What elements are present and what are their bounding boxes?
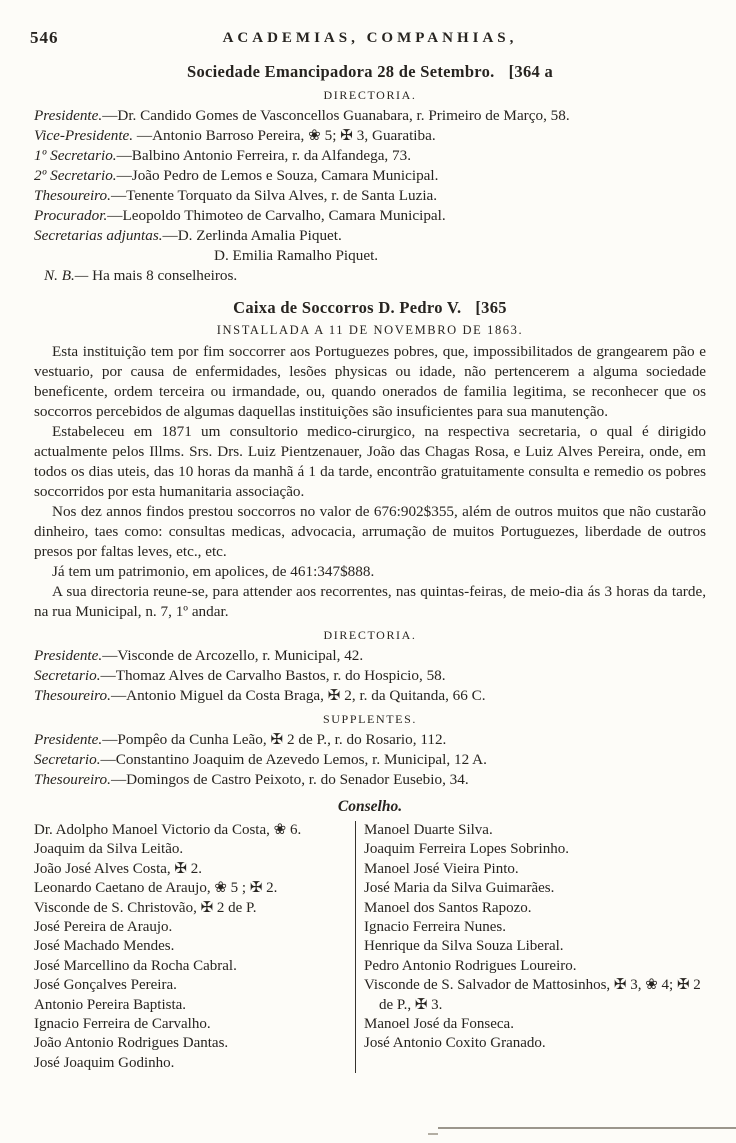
officer-entry <box>34 770 706 790</box>
conselho-member: José Gonçalves Pereira. <box>34 977 177 994</box>
officer-detail: —Dr. Candido Gomes de Vasconcellos Guanabara, r. Primeiro de Março, 58. <box>102 107 570 124</box>
conselho-columns <box>34 821 706 1073</box>
section-title-text: Caixa de Soccorros D. Pedro V. <box>233 298 462 317</box>
officer-role: Procurador. <box>34 207 108 224</box>
officer-entry <box>34 646 706 666</box>
conselho-member: Joaquim Ferreira Lopes Sobrinho. <box>364 841 569 858</box>
officer-entry <box>34 226 706 246</box>
officer-entry <box>34 106 706 126</box>
officer-role: Presidente. <box>34 647 103 664</box>
conselho-member: Henrique da Silva Souza Liberal. <box>364 938 564 955</box>
conselho-member: José Pereira de Araujo. <box>34 919 173 936</box>
conselho-member: José Antonio Coxito Granado. <box>364 1035 546 1052</box>
description-paragraph: Esta instituição tem por fim soccorrer aos Portuguezes pobres, que, impossibilitados de grangearem pão e vestuario, por causa de enfermidades, lesões physicas ou idade, não pertencerem a alguma sociedade beneficente, ordem terceira ou irmandade, ou, quando onerados de familia legitima, se reconhecer que os soccorros percebidos de algumas daquellas instituições são insuficientes para sua manutenção. <box>34 343 706 420</box>
conselho-member: Pedro Antonio Rodrigues Loureiro. <box>364 957 577 974</box>
officer-detail: —Pompêo da Cunha Leão, ✠ 2 de P., r. do Rosario, 112. <box>102 731 447 748</box>
entry-reference-number: [364 a <box>508 62 554 81</box>
officer-detail: —D. Zerlinda Amalia Piquet. <box>162 227 342 244</box>
page-header <box>30 28 706 50</box>
officer-role: Secretario. <box>34 667 101 684</box>
officer-detail: —Tenente Torquato da Silva Alves, r. de Santa Luzia. <box>110 187 438 204</box>
page-number: 546 <box>30 28 59 47</box>
officer-role: Vice-Presidente. <box>34 127 134 144</box>
nota-bene-label: N. B.— <box>44 267 89 284</box>
conselho-member: Leonardo Caetano de Araujo, ❀ 5 ; ✠ 2. <box>34 880 278 897</box>
officer-role: Thesoureiro. <box>34 187 111 204</box>
officer-detail: —João Pedro de Lemos e Souza, Camara Municipal. <box>116 167 439 184</box>
description-paragraph: Estabeleceu em 1871 um consultorio medico-cirurgico, na respectiva secretaria, o qual é dirigido actualmente pelos Illms. Srs. Drs. Luiz Pientzenauer, João das Chagas Rosa, e Luiz Alves Pereira, onde, em todos os dias uteis, das 10 horas da manhã á 1 da tarde, encontrão gratuitamente consulta e remedio os pobres soccorridos por esta humanitaria associação. <box>34 423 706 500</box>
officer-entry <box>34 206 706 226</box>
officer-entry <box>34 686 706 706</box>
conselho-member: José Marcellino da Rocha Cabral. <box>34 957 237 974</box>
officer-role: 1º Secretario. <box>34 147 117 164</box>
conselho-member: João Antonio Rodrigues Dantas. <box>34 1035 229 1052</box>
section-title-text: Sociedade Emancipadora 28 de Setembro. <box>186 62 495 81</box>
officer-entry <box>34 126 706 146</box>
directoria-list <box>34 106 706 246</box>
running-title: ACADEMIAS, COMPANHIAS, <box>222 30 518 46</box>
officer-entry <box>34 730 706 750</box>
conselho-member: Visconde de S. Salvador de Mattosinhos, ✠ 3, ❀ 4; ✠ 2 de P., ✠ 3. <box>364 977 701 1013</box>
officer-detail: —Antonio Barroso Pereira, ❀ 5; ✠ 3, Guaratiba. <box>133 127 436 144</box>
conselho-member: Ignacio Ferreira Nunes. <box>364 919 507 936</box>
conselho-member: Manoel José da Fonseca. <box>364 1016 514 1033</box>
section-title <box>34 62 706 82</box>
officer-role: Secretario. <box>34 751 101 768</box>
description-paragraph: Já tem um patrimonio, em apolices, de 461:347$888. <box>52 563 375 580</box>
conselho-member: Ignacio Ferreira de Carvalho. <box>34 1016 211 1033</box>
officer-role: Presidente. <box>34 107 103 124</box>
directoria-list <box>34 646 706 706</box>
directoria-heading: DIRECTORIA. <box>323 88 417 102</box>
officer-role: Thesoureiro. <box>34 771 111 788</box>
officer-entry <box>34 666 706 686</box>
scan-artifact-dot <box>428 1133 438 1135</box>
conselho-member: Manoel Duarte Silva. <box>364 822 493 838</box>
conselho-member: José Joaquim Godinho. <box>34 1054 175 1071</box>
officer-role: 2º Secretario. <box>34 167 117 184</box>
installed-date-subtitle: INSTALLADA A 11 DE NOVEMBRO DE 1863. <box>216 323 524 337</box>
officer-entry <box>34 750 706 770</box>
officer-entry <box>34 166 706 186</box>
directoria-heading: DIRECTORIA. <box>323 628 417 642</box>
conselho-member: Manoel José Vieira Pinto. <box>364 860 519 877</box>
officer-detail: —Leopoldo Thimoteo de Carvalho, Camara Municipal. <box>107 207 446 224</box>
conselho-member: Dr. Adolpho Manoel Victorio da Costa, ❀ 6. <box>34 822 302 838</box>
supplentes-list <box>34 730 706 790</box>
officer-detail: —Constantino Joaquim de Azevedo Lemos, r. Municipal, 12 A. <box>100 751 487 768</box>
conselho-member: João José Alves Costa, ✠ 2. <box>34 860 202 877</box>
conselho-column-left <box>34 821 356 1073</box>
section-title <box>34 298 706 318</box>
conselho-heading: Conselho. <box>337 798 403 815</box>
conselho-member: Visconde de S. Christovão, ✠ 2 de P. <box>34 899 257 916</box>
nota-bene-text: Ha mais 8 conselheiros. <box>88 267 238 284</box>
officer-role: Presidente. <box>34 731 103 748</box>
officer-role: Thesoureiro. <box>34 687 111 704</box>
officer-detail: —Antonio Miguel da Costa Braga, ✠ 2, r. da Quitanda, 66 C. <box>110 687 486 704</box>
officer-entry <box>34 186 706 206</box>
nota-bene <box>44 266 706 286</box>
officer-detail: —Balbino Antonio Ferreira, r. da Alfandega, 73. <box>116 147 412 164</box>
conselho-column-right <box>356 821 706 1073</box>
conselho-member: José Machado Mendes. <box>34 938 175 955</box>
section-sociedade-emancipadora <box>34 62 706 286</box>
section-caixa-soccorros <box>34 298 706 1073</box>
description-paragraph: Nos dez annos findos prestou soccorros no valor de 676:902$355, além de outros muitos que não custarão dinheiro, taes como: consultas medicas, advocacia, arrumação de muitos Portuguezes, liberdade de outros presos por faltas leves, etc., etc. <box>34 503 706 560</box>
officer-role: Secretarias adjuntas. <box>34 227 163 244</box>
description-paragraphs <box>34 342 706 622</box>
conselho-member: Joaquim da Silva Leitão. <box>34 841 184 858</box>
officer-detail: —Domingos de Castro Peixoto, r. do Senador Eusebio, 34. <box>110 771 469 788</box>
officer-entry <box>34 146 706 166</box>
officer-detail: —Thomaz Alves de Carvalho Bastos, r. do Hospicio, 58. <box>100 667 446 684</box>
conselho-member: Manoel dos Santos Rapozo. <box>364 899 532 916</box>
supplentes-heading: SUPPLENTES. <box>323 712 417 726</box>
officer-detail: —Visconde de Arcozello, r. Municipal, 42. <box>102 647 364 664</box>
scan-artifact-line <box>438 1127 736 1129</box>
adjunct-secretary-second: D. Emilia Ramalho Piquet. <box>214 247 379 264</box>
description-paragraph: A sua directoria reune-se, para attender aos recorrentes, nas quintas-feiras, de meio-dia ás 3 horas da tarde, na rua Municipal, n. 7, 1º andar. <box>34 583 706 620</box>
entry-reference-number: [365 <box>475 298 507 317</box>
conselho-member: José Maria da Silva Guimarães. <box>364 880 555 897</box>
conselho-member: Antonio Pereira Baptista. <box>34 996 187 1013</box>
